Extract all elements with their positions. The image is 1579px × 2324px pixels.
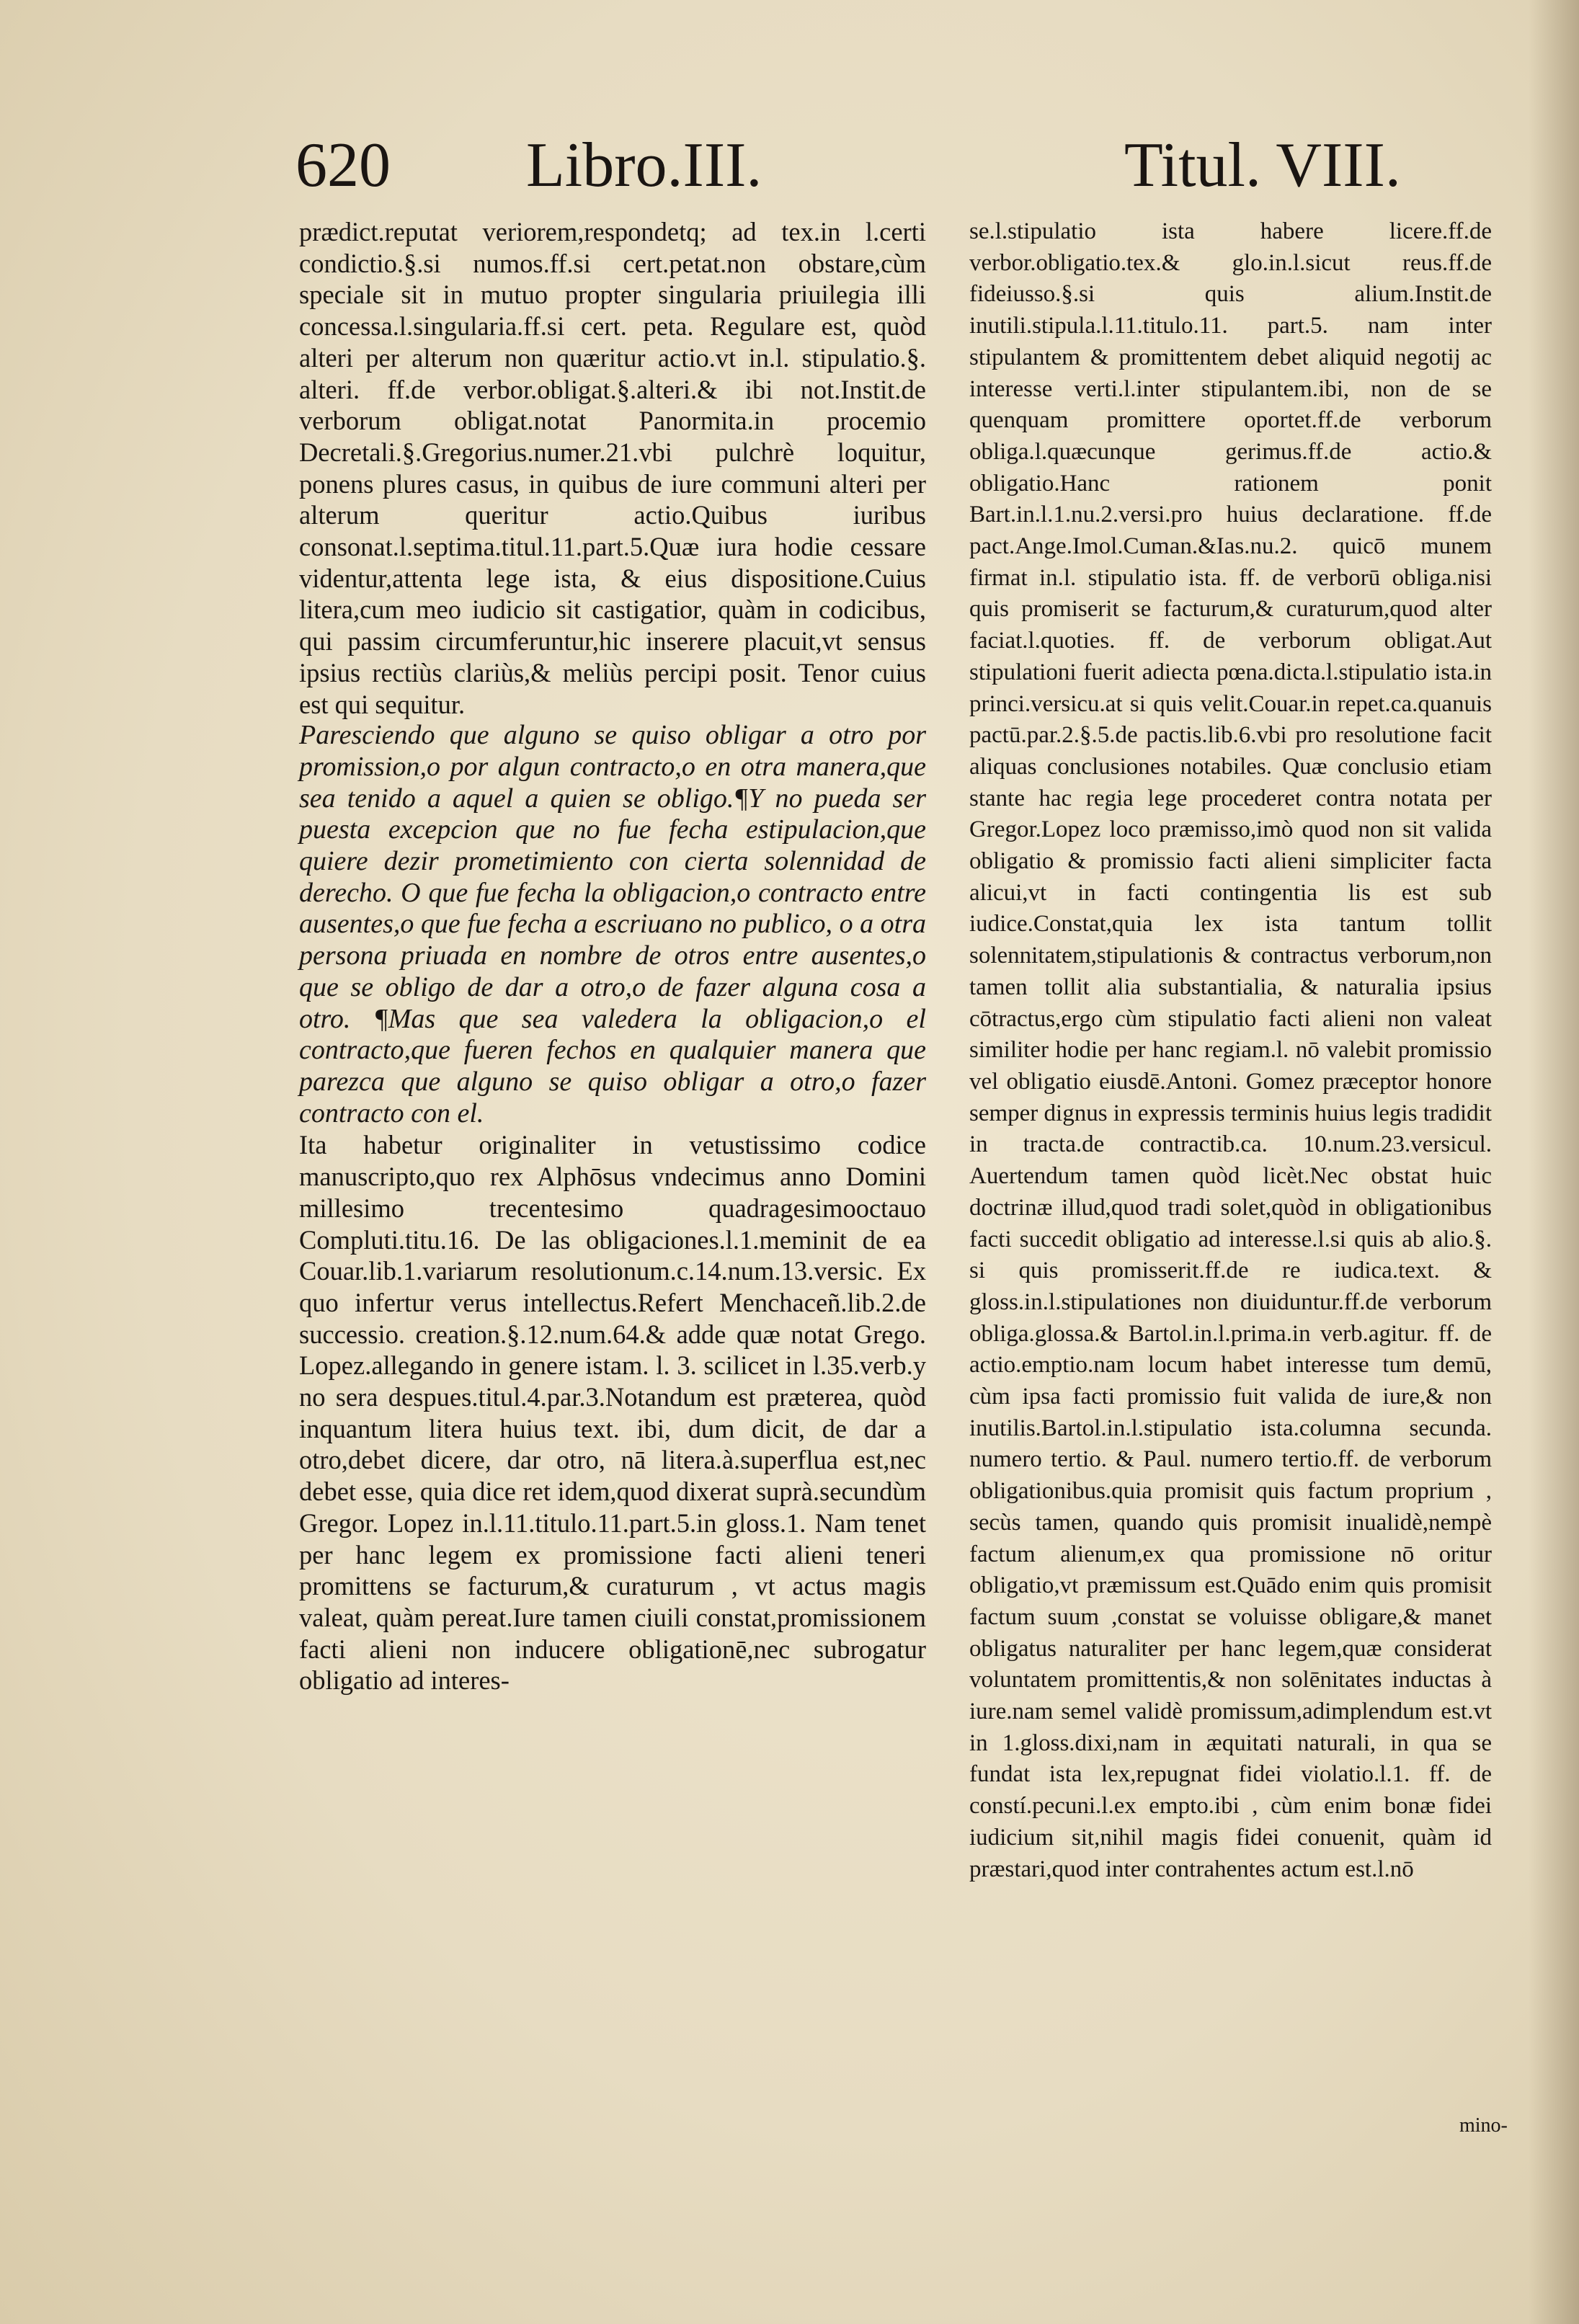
book-label: Libro.III. <box>526 130 762 200</box>
running-header <box>295 126 1477 205</box>
page-gutter-shadow <box>1529 0 1579 2324</box>
right-column <box>969 216 1492 1885</box>
commentary-paragraph: Ita habetur originaliter in vetustissimo codice manuscripto,quo rex Alphōsus vndecimus anno Domini millesimo trecentesimo quadragesimooctauo Compluti.titu.16. De las obligaciones.l.1.meminit de ea Couar.lib.1.variarum resolutionum.c.14.num.13.versic. Ex quo infertur verus intellectus.Refert Menchaceñ.lib.2.de successio. creation.§.12.num.64.& adde quæ notat Grego. Lopez.allegando in genere istam. l. 3. scilicet in l.35.verb.y no sera despues.titul.4.par.3.Notandum est præterea, quòd inquantum litera huius text. ibi, dum dicit, de dar a otro,debet dicere, dar otro, nā litera.à.superflua est,nec debet esse, quia dice ret idem,quod dixerat suprà.secundùm Gregor. Lopez in.l.11.titulo.11.part.5.in gloss.1. Nam tenet per hanc legem ex promissione facti alieni teneri promittens se facturum,& curaturum , vt actus magis valeat, quàm pereat.Iure tamen ciuili constat,promissionem facti alieni non inducere obligationē,nec subrogatur obligatio ad interes- <box>299 1130 926 1696</box>
commentary-paragraph: prædict.reputat veriorem,respondetq; ad tex.in l.certi condictio.§.si numos.ff.si cert.petat.non obstare,cùm speciale sit in mutuo propter singularia priuilegia illi concessa.l.singularia.ff.si cert. peta. Regulare est, quòd alteri per alterum non quæritur actio.vt in.l. stipulatio.§. alteri. ff.de verbor.obligat.§.alteri.& ibi not.Instit.de verborum obligat.notat Panormita.in procemio Decretali.§.Gregorius.numer.21.vbi pulchrè loquitur, ponens plures casus, in quibus de iure communi alteri per alterum queritur actio.Quibus iuribus consonat.l.septima.titul.11.part.5.Quæ iura hodie cessare videntur,attenta lege ista, & eius dispositione.Cuius litera,cum meo iudicio sit castigatior, quàm in codicibus, qui passim circumferuntur,hic inserere placuit,vt sensus ipsius rectiùs clariùs,& meliùs percipi posit. Tenor cuius est qui sequitur. <box>299 217 926 719</box>
catchword: mino- <box>1459 2114 1508 2137</box>
quoted-law-text: Paresciendo que alguno se quiso obligar a otro por promission,o por algun contracto,o en otra manera,que sea tenido a aquel a quien se obligo.¶Y no pueda ser puesta excepcion que no fue fecha estipulacion,que quiere dezir prometimiento con cierta solennidad de derecho. O que fue fecha la obligacion,o contracto entre ausentes,o que fue fecha a escriuano no publico, o a otra persona priuada en nombre de otros entre ausentes,o que se obligo de dar a otro,o de fazer alguna cosa a otro. ¶Mas que sea valedera la obligacion,o el contracto,que fueren fechos en qualquier manera que parezca que alguno se quiso obligar a otro,o fazer contracto con el. <box>299 720 926 1128</box>
page-number: 620 <box>295 130 391 200</box>
left-column <box>299 216 926 1696</box>
title-label: Titul. VIII. <box>1124 130 1401 200</box>
commentary-paragraph: se.l.stipulatio ista habere licere.ff.de verbor.obligatio.tex.& glo.in.l.sicut reus.ff.de fideiusso.§.si quis alium.Instit.de inutili.stipula.l.11.titulo.11. part.5. nam inter stipulantem & promittentem debet aliquid negotij ac interesse verti.l.inter stipulantem.ibi, non de se quenquam promittere oportet.ff.de verborum obliga.l.quæcunque gerimus.ff.de actio.& obligatio.Hanc rationem ponit Bart.in.l.1.nu.2.versi.pro huius declaratione. ff.de pact.Ange.Imol.Cuman.&Ias.nu.2. quicō munem firmat in.l. stipulatio ista. ff. de verborū obliga.nisi quis promiserit se facturum,& curaturum,quod alter faciat.l.quoties. ff. de verborum obligat.Aut stipulationi fuerit adiecta pœna.dicta.l.stipulatio ista.in princi.versicu.at si quis velit.Couar.in repet.ca.quanuis pactū.par.2.§.5.de pactis.lib.6.vbi pro resolutione facit aliquas conclusiones notabiles. Quæ conclusio etiam stante hac regia lege procederet contra notata per Gregor.Lopez loco præmisso,imò quod non sit valida obligatio & promissio facti alieni simpliciter facta alicui,vt in facti contingentia lis est sub iudice.Constat,quia lex ista tantum tollit solennitatem,stipulationis & contractus verborum,non tamen tollit alia substantialia, & naturalia ipsius cōtractus,ergo cùm stipulatio facti alieni non valeat similiter hodie per hanc regiam.l. nō valebit promissio vel obligatio eiusdē.Antoni. Gomez præceptor honore semper dignus in expressis terminis huius legis tradidit in tracta.de contractib.ca. 10.num.23.versicul. Auertendum tamen quòd licèt.Nec obstat huic doctrinæ illud,quod tradi solet,quòd in obligationibus facti succedit obligatio ad interesse.l.si quis ab alio.§. si quis promisserit.ff.de re iudica.text. & gloss.in.l.stipulationes non diuiduntur.ff.de verborum obliga.glossa.& Bartol.in.l.prima.in verb.agitur. ff. de actio.emptio.nam locum habet interesse tum demū, cùm ipsa facti promissio fuit valida de iure,& non inutilis.Bartol.in.l.stipulatio ista.columna secunda. numero tertio. & Paul. numero tertio.ff. de verborum obligationibus.quia promisit quis factum proprium , secùs tamen, quando quis promisit inualidè,nempè factum alienum,ex qua promissione nō oritur obligatio,vt præmissum est.Quādo enim quis promisit factum suum ,constat se voluisse obligare,& manet obligatus naturaliter per hanc legem,quæ considerat voluntatem promittentis,& non solēnitates inductas à iure.nam semel validè promissum,adimplendum est.vt in 1.gloss.dixi,nam in æquitati naturali, in qua se fundat ista lex,repugnat fidei violatio.l.1. ff. de constí.pecuni.l.ex empto.ibi , cùm enim bonæ fidei iudicium sit,nihil magis fidei conuenit, quàm id præstari,quod inter contrahentes actum est.l.nō <box>969 218 1493 1882</box>
